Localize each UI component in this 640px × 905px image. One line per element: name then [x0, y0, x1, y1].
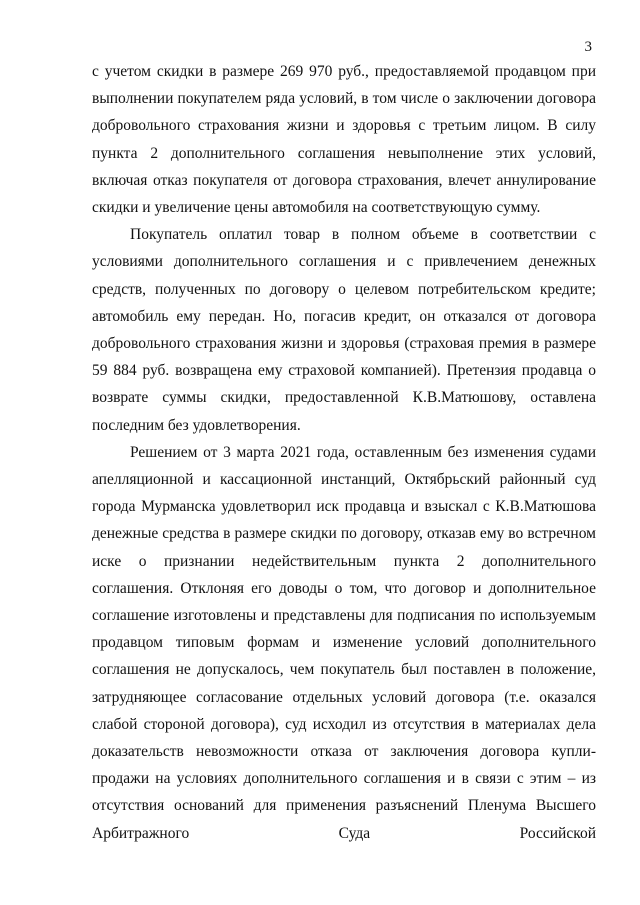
paragraph-continuation: с учетом скидки в размере 269 970 руб., предоставляемой продавцом при выполнении покупателем ряда условий, в том числе о заключении договора добровольного страхования жизни и здоровья с третьим лицом. В силу пункта 2 дополнительного соглашения невыполнение этих условий, включая отказ покупателя от договора страхования, влечет аннулирование скидки и увеличение цены автомобиля на соответствующую сумму.: [92, 63, 596, 217]
paragraph-payment: Покупатель оплатил товар в полном объеме в соответствии с условиями дополнительного соглашения и с привлечением денежных средств, полученных по договору о целевом потребительском кредите; автомобиль ему передан. Но, погасив кредит, он отказался от договора добровольного страхования жизни и здоровья (страховая премия в размере 59 884 руб. возвращена ему страховой компанией). Претензия продавца о возврате суммы скидки, предоставленной К.В.Матюшову, оставлена последним без удовлетворения.: [92, 226, 596, 434]
page-number: 3: [584, 39, 592, 55]
paragraph-court-decision: Решением от 3 марта 2021 года, оставленным без изменения судами апелляционной и кассационной инстанций, Октябрьский районный суд города Мурманска удовлетворил иск продавца и взыскал с К.В.Матюшова денежные средства в размере скидки по договору, отказав ему во встречном иске о признании недействительным пункта 2 дополнительного соглашения. Отклоняя его доводы о том, что договор и дополнительное соглашение изготовлены и представлены для подписания по используемым продавцом типовым формам и изменение условий дополнительного соглашения не допускалось, чем покупатель был поставлен в положение, затрудняющее согласование отдельных условий договора (т.е. оказался слабой стороной договора), суд исходил из отсутствия в материалах дела доказательств невозможности отказа от заключения договора купли-продажи на условиях дополнительного соглашения и в связи с этим – из отсутствия оснований для применения разъяснений Пленума Высшего Арбитражного Суда Российской: [92, 443, 596, 842]
document-body: [92, 58, 596, 847]
